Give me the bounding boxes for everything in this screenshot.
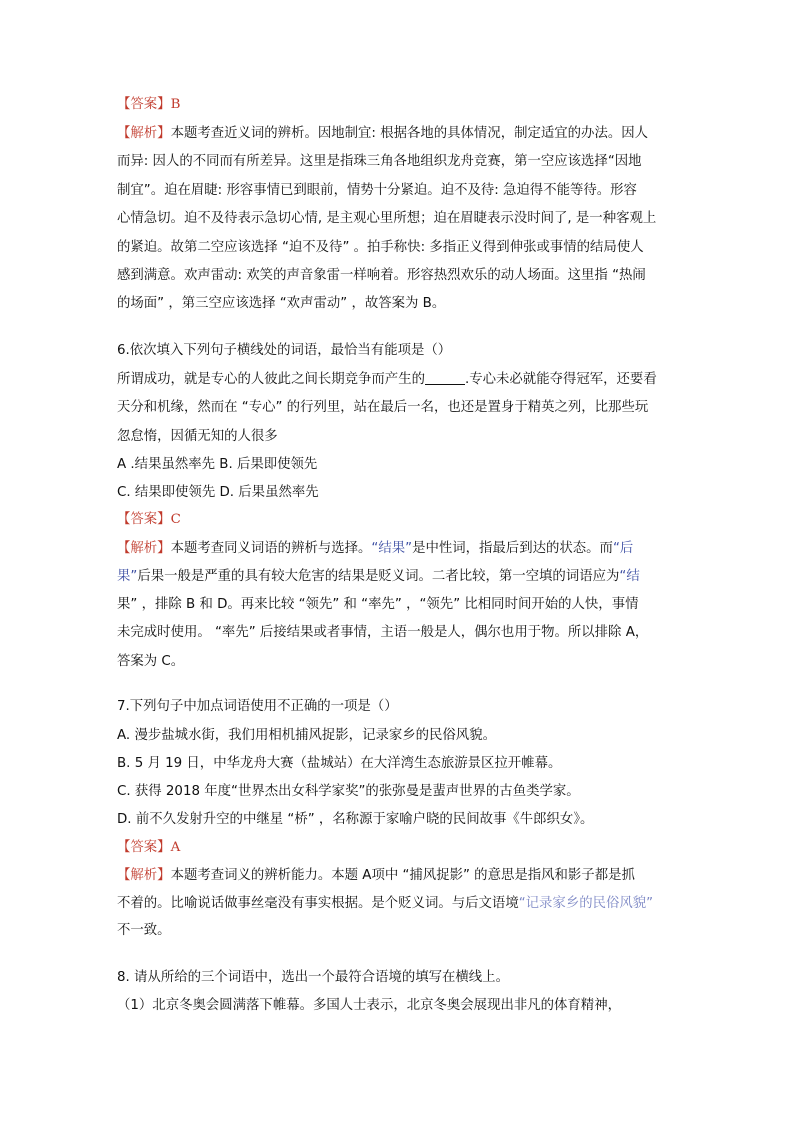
analysis-text: 本题考查词义的辨析能力。本题 A项中 “捕风捉影” 的意思是指风和影子都是抓 xyxy=(170,868,635,883)
analysis-text: 的场面” ，第三空应该选择 “欢声雷动” ，故答案为 B。 xyxy=(117,296,446,311)
analysis-text: 本题考查近义词的辨析。因地制宜: 根据各地的具体情况，制定适宜的办法。因人 xyxy=(170,126,648,141)
analysis-text: 而异: 因人的不同而有所差异。这里是指珠三角各地组织龙舟竞赛，第一空应该选择“因地 xyxy=(117,154,642,169)
answer-tag: 【答案】 xyxy=(117,512,171,527)
question-6-sentence: 天分和机缘，然而在 “专心” 的行列里，站在最后一名，也还是置身于精英之列，比那些玩 xyxy=(117,400,649,415)
answer-line xyxy=(117,95,180,115)
question-6-title: 6.依次填入下列句子横线处的词语，最恰当有能项是（） xyxy=(117,343,452,358)
answer-value: B xyxy=(170,97,181,112)
analysis-text: 未完成时使用。 “率先” 后接结果或者事情，主语一般是人，偶尔也用于物。所以排除 A， xyxy=(117,625,649,640)
answer-line xyxy=(117,510,181,530)
analysis-line xyxy=(117,866,635,886)
answer-tag: 【答案】 xyxy=(117,97,171,112)
quoted-term: “后 xyxy=(612,541,634,556)
answer-value: C xyxy=(170,512,181,527)
analysis-tag: 【解析】 xyxy=(117,868,171,883)
question-7-option: B. 5 月 19 日，中华龙舟大赛（盐城站）在大洋湾生态旅游景区拉开帷幕。 xyxy=(117,756,562,771)
question-6-sentence: 忽怠惰，因循无知的人很多 xyxy=(117,429,278,444)
question-8-line: （1）北京冬奥会圆满落下帷幕。多国人士表示，北京冬奥会展现出非凡的体育精神， xyxy=(117,998,621,1013)
analysis-line xyxy=(117,124,648,144)
question-7-option: C. 获得 2018 年度“世界杰出女科学家奖”的张弥曼是蜚声世界的古鱼类学家。 xyxy=(117,784,580,799)
answer-line xyxy=(117,838,180,858)
question-8-title: 8. 请从所给的三个词语中，选出一个最符合语境的填写在横线上。 xyxy=(117,970,509,985)
analysis-text: 制宜”。迫在眉睫: 形容事情已到眼前，情势十分紧迫。迫不及待: 急迫得不能等待。形容 xyxy=(117,183,637,198)
question-6-sentence xyxy=(117,370,657,390)
sentence-text: 所谓成功，就是专心的人彼此之间长期竞争而产生的 xyxy=(117,372,425,387)
analysis-text: 不一致。 xyxy=(117,923,171,938)
question-6-option: A .结果虽然率先 B. 后果即使领先 xyxy=(117,457,318,472)
analysis-tag: 【解析】 xyxy=(117,126,171,141)
analysis-line xyxy=(117,567,640,587)
analysis-text: 感到满意。欢声雷动: 欢笑的声音象雷一样响着。形容热烈欢乐的动人场面。这里指 “热闹 xyxy=(117,268,646,283)
sentence-text: .专心未必就能夺得冠军，还要看 xyxy=(464,372,657,387)
analysis-text: 的紧迫。故第二空应该选择 “迫不及待” 。拍手称快: 多指正义得到伸张或事情的结局使人 xyxy=(117,240,644,255)
analysis-text: 答案为 C。 xyxy=(117,654,185,669)
question-7-title: 7.下列句子中加点词语使用不正确的一项是（） xyxy=(117,699,398,714)
question-6-option: C. 结果即使领先 D. 后果虽然率先 xyxy=(117,485,319,500)
analysis-text: 不着的。比喻说话做事丝毫没有事实根据。是个贬义词。与后文语境 xyxy=(117,896,519,911)
answer-blank xyxy=(425,370,465,385)
quoted-term: “结果” xyxy=(371,541,413,556)
analysis-text: 后果一般是严重的具有较大危害的结果是贬义词。二者比较，第一空填的词语应为 xyxy=(137,569,620,584)
analysis-line xyxy=(117,894,653,914)
question-7-option: A. 漫步盐城水街，我们用相机捕风捉影，记录家乡的民俗风貌。 xyxy=(117,728,496,743)
quoted-term: “结 xyxy=(619,569,640,584)
answer-tag: 【答案】 xyxy=(117,840,171,855)
question-7-option: D. 前不久发射升空的中继星 “桥” ，名称源于家喻户晓的民间故事《牛郎织女》。 xyxy=(117,812,594,827)
answer-value: A xyxy=(170,840,181,855)
quoted-term: 果” xyxy=(117,569,138,584)
analysis-tag: 【解析】 xyxy=(117,541,171,556)
quoted-context: “记录家乡的民俗风貌” xyxy=(518,896,654,911)
analysis-text: 是中性词，指最后到达的状态。而 xyxy=(412,541,613,556)
analysis-line xyxy=(117,539,633,559)
analysis-text: 果” ，排除 B 和 D。再来比较 “领先” 和 “率先” ，“领先” 比相同时间开始的人快，事情 xyxy=(117,597,639,612)
analysis-text: 本题考查同义词语的辨析与选择。 xyxy=(170,541,372,556)
analysis-text: 心情急切。迫不及待表示急切心情, 是主观心里所想；迫在眉睫表示没时间了, 是一种客观上 xyxy=(117,211,657,226)
